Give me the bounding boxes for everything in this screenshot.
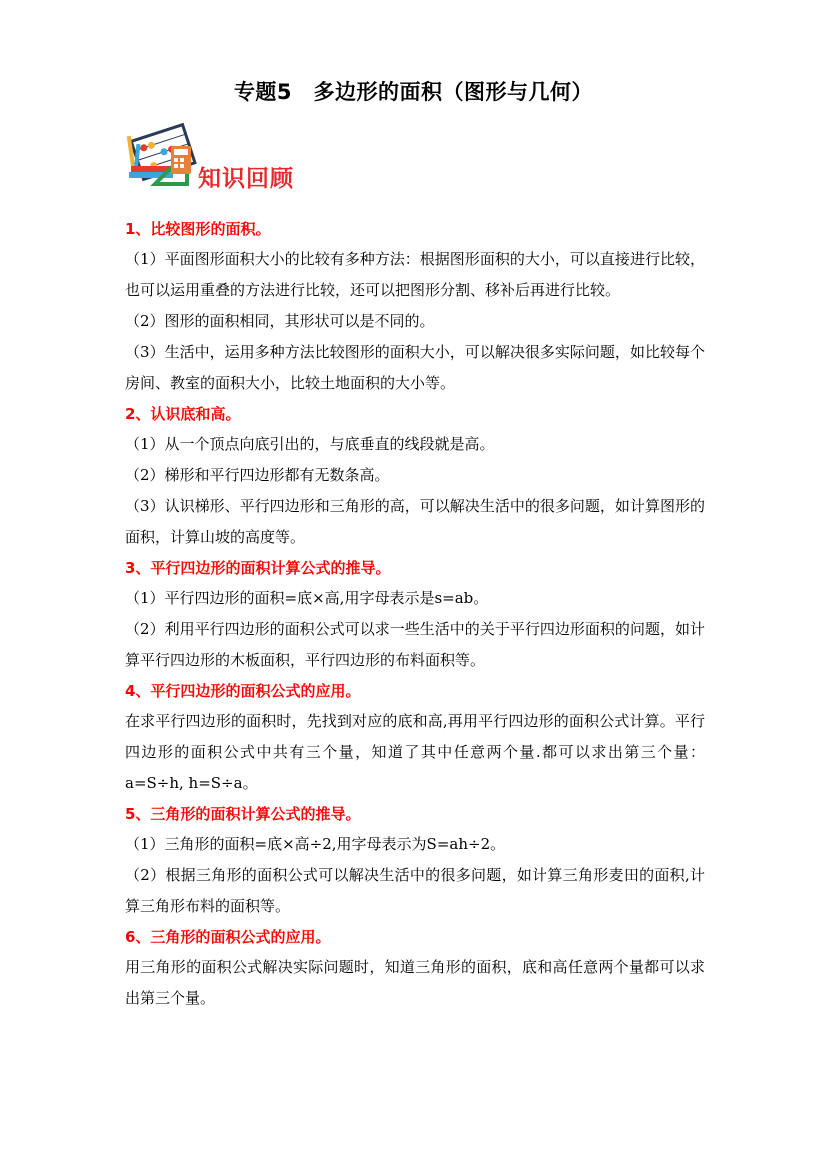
section-1 [125,214,705,399]
section-6 [125,922,705,1014]
paragraph: （2）利用平行四边形的面积公式可以求一些生活中的关于平行四边形面积的问题，如计算平行四边形的木板面积，平行四边形的布料面积等。 [125,620,705,669]
section-banner-label: 知识回顾 [198,165,294,192]
paragraph: （2）梯形和平行四边形都有无数条高。 [125,466,390,484]
section-3 [125,553,705,676]
paragraph: （3）认识梯形、平行四边形和三角形的高，可以解决生活中的很多问题，如计算图形的面积，计算山坡的高度等。 [125,497,705,546]
section-4 [125,676,705,799]
section-heading: 1、比较图形的面积。 [125,220,271,238]
paragraph: （1）从一个顶点向底引出的，与底垂直的线段就是高。 [125,435,495,453]
paragraph: 用三角形的面积公式解决实际问题时，知道三角形的面积，底和高任意两个量都可以求出第三个量。 [125,958,705,1007]
paragraph: （3）生活中，运用多种方法比较图形的面积大小，可以解决很多实际问题，如比较每个房间、教室的面积大小，比较土地面积的大小等。 [125,343,705,392]
section-heading: 6、三角形的面积公式的应用。 [125,928,331,946]
section-heading: 2、认识底和高。 [125,405,241,423]
section-2 [125,399,705,553]
section-heading: 5、三角形的面积计算公式的推导。 [125,805,361,823]
paragraph: （1）平面图形面积大小的比较有多种方法：根据图形面积的大小，可以直接进行比较，也可以运用重叠的方法进行比较，还可以把图形分割、移补后再进行比较。 [125,250,705,299]
paragraph: 在求平行四边形的面积时，先找到对应的底和高,再用平行四边形的面积公式计算。平行四边形的面积公式中共有三个量，知道了其中任意两个量.都可以求出第三个量：a=S÷h, h=S÷a。 [125,712,705,792]
paragraph: （1）平行四边形的面积=底×高,用字母表示是s=ab。 [125,589,489,607]
section-5 [125,799,705,922]
knowledge-review-content [125,214,705,1014]
section-heading: 3、平行四边形的面积计算公式的推导。 [125,559,391,577]
section-heading: 4、平行四边形的面积公式的应用。 [125,682,361,700]
paragraph: （2）根据三角形的面积公式可以解决生活中的很多问题，如计算三角形麦田的面积,计算三角形布料的面积等。 [125,866,705,915]
paragraph: （2）图形的面积相同，其形状可以是不同的。 [125,312,435,330]
page-title: 专题5 多边形的面积（图形与几何） [233,80,594,104]
paragraph: （1）三角形的面积=底×高÷2,用字母表示为S=ah÷2。 [125,835,506,853]
